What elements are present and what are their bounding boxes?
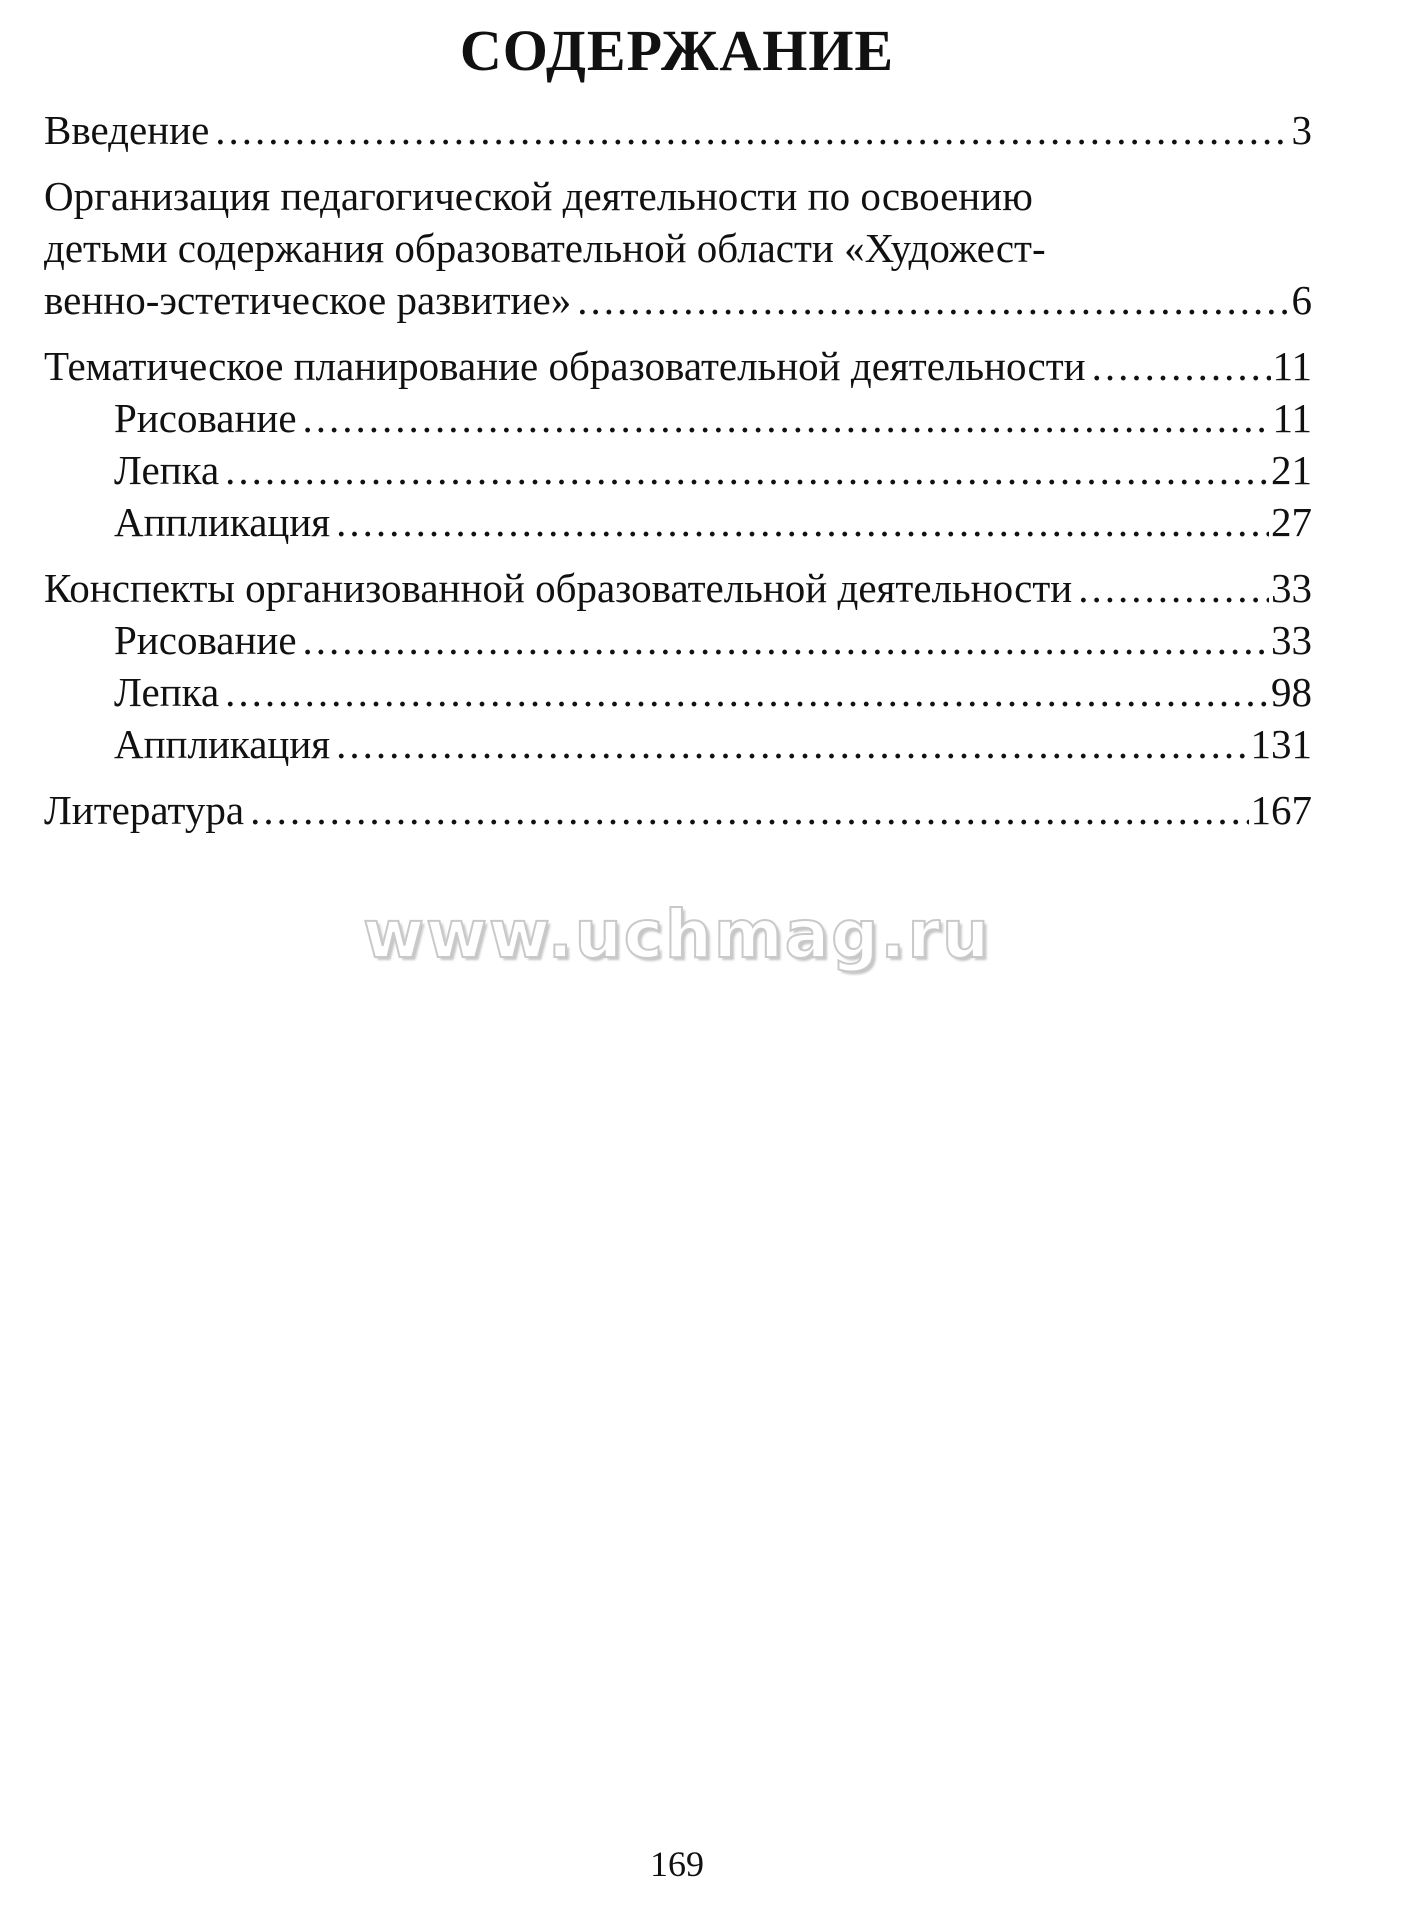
toc-entry-label: Литература <box>44 787 245 833</box>
toc-subentry <box>44 614 1312 666</box>
toc-subentry <box>44 718 1312 770</box>
toc-entry-page: 98 <box>1271 669 1312 715</box>
toc-entry-label: Лепка <box>114 669 220 715</box>
toc-entry-label: Рисование <box>114 395 297 441</box>
toc-entry-organization <box>44 170 1312 326</box>
toc-entry-thematic <box>44 340 1312 392</box>
toc-entry-page: 33 <box>1271 617 1312 663</box>
toc-subentry <box>44 392 1312 444</box>
toc-leader-dots <box>577 274 1289 326</box>
toc-entry-page: 11 <box>1272 395 1312 441</box>
toc-leader-dots <box>336 496 1269 548</box>
toc-leader-dots <box>303 392 1271 444</box>
toc-entry-page: 6 <box>1291 277 1312 323</box>
toc-entry-label: Аппликация <box>114 499 331 545</box>
toc-entry-label: Конспекты организованной образовательной деятельности <box>44 565 1073 611</box>
toc-subentry <box>44 666 1312 718</box>
toc-entry-label: Лепка <box>114 447 220 493</box>
toc-entry-page: 167 <box>1250 787 1312 833</box>
toc-entry-label-line: венно-эстетическое развитие» <box>44 277 572 323</box>
toc-entry-notes <box>44 562 1312 614</box>
page-number: 169 <box>650 1844 704 1884</box>
toc-entry-intro <box>44 104 1312 156</box>
toc-entry-last-line <box>44 274 1312 326</box>
toc-entry-label: Тематическое планирование образовательной деятельности <box>44 343 1086 389</box>
toc-subentry <box>44 496 1312 548</box>
toc-leader-dots <box>1092 340 1271 392</box>
toc-leader-dots <box>215 104 1289 156</box>
toc-entry-page: 33 <box>1271 565 1312 611</box>
toc-leader-dots <box>225 444 1269 496</box>
toc-subentry <box>44 444 1312 496</box>
toc-entry-literature <box>44 784 1312 836</box>
table-of-contents <box>44 104 1312 836</box>
toc-leader-dots <box>225 666 1269 718</box>
toc-entry-page: 3 <box>1291 107 1312 153</box>
toc-entry-label: Рисование <box>114 617 297 663</box>
toc-entry-page: 27 <box>1271 499 1312 545</box>
toc-entry-label-line: Организация педагогической деятельности по освоению <box>44 173 1033 219</box>
toc-entry-page: 11 <box>1272 343 1312 389</box>
toc-entry-page: 21 <box>1271 447 1312 493</box>
toc-entry-label: Аппликация <box>114 721 331 767</box>
toc-entry-page: 131 <box>1250 721 1312 767</box>
toc-entry-label: Введение <box>44 107 210 153</box>
toc-entry-label-line: детьми содержания образовательной области «Художест- <box>44 225 1046 271</box>
page-title: СОДЕРЖАНИЕ <box>459 18 895 83</box>
toc-leader-dots <box>250 784 1248 836</box>
toc-leader-dots <box>303 614 1269 666</box>
watermark: www.uchmag.ru <box>362 896 992 973</box>
toc-leader-dots <box>1078 562 1269 614</box>
toc-leader-dots <box>336 718 1248 770</box>
